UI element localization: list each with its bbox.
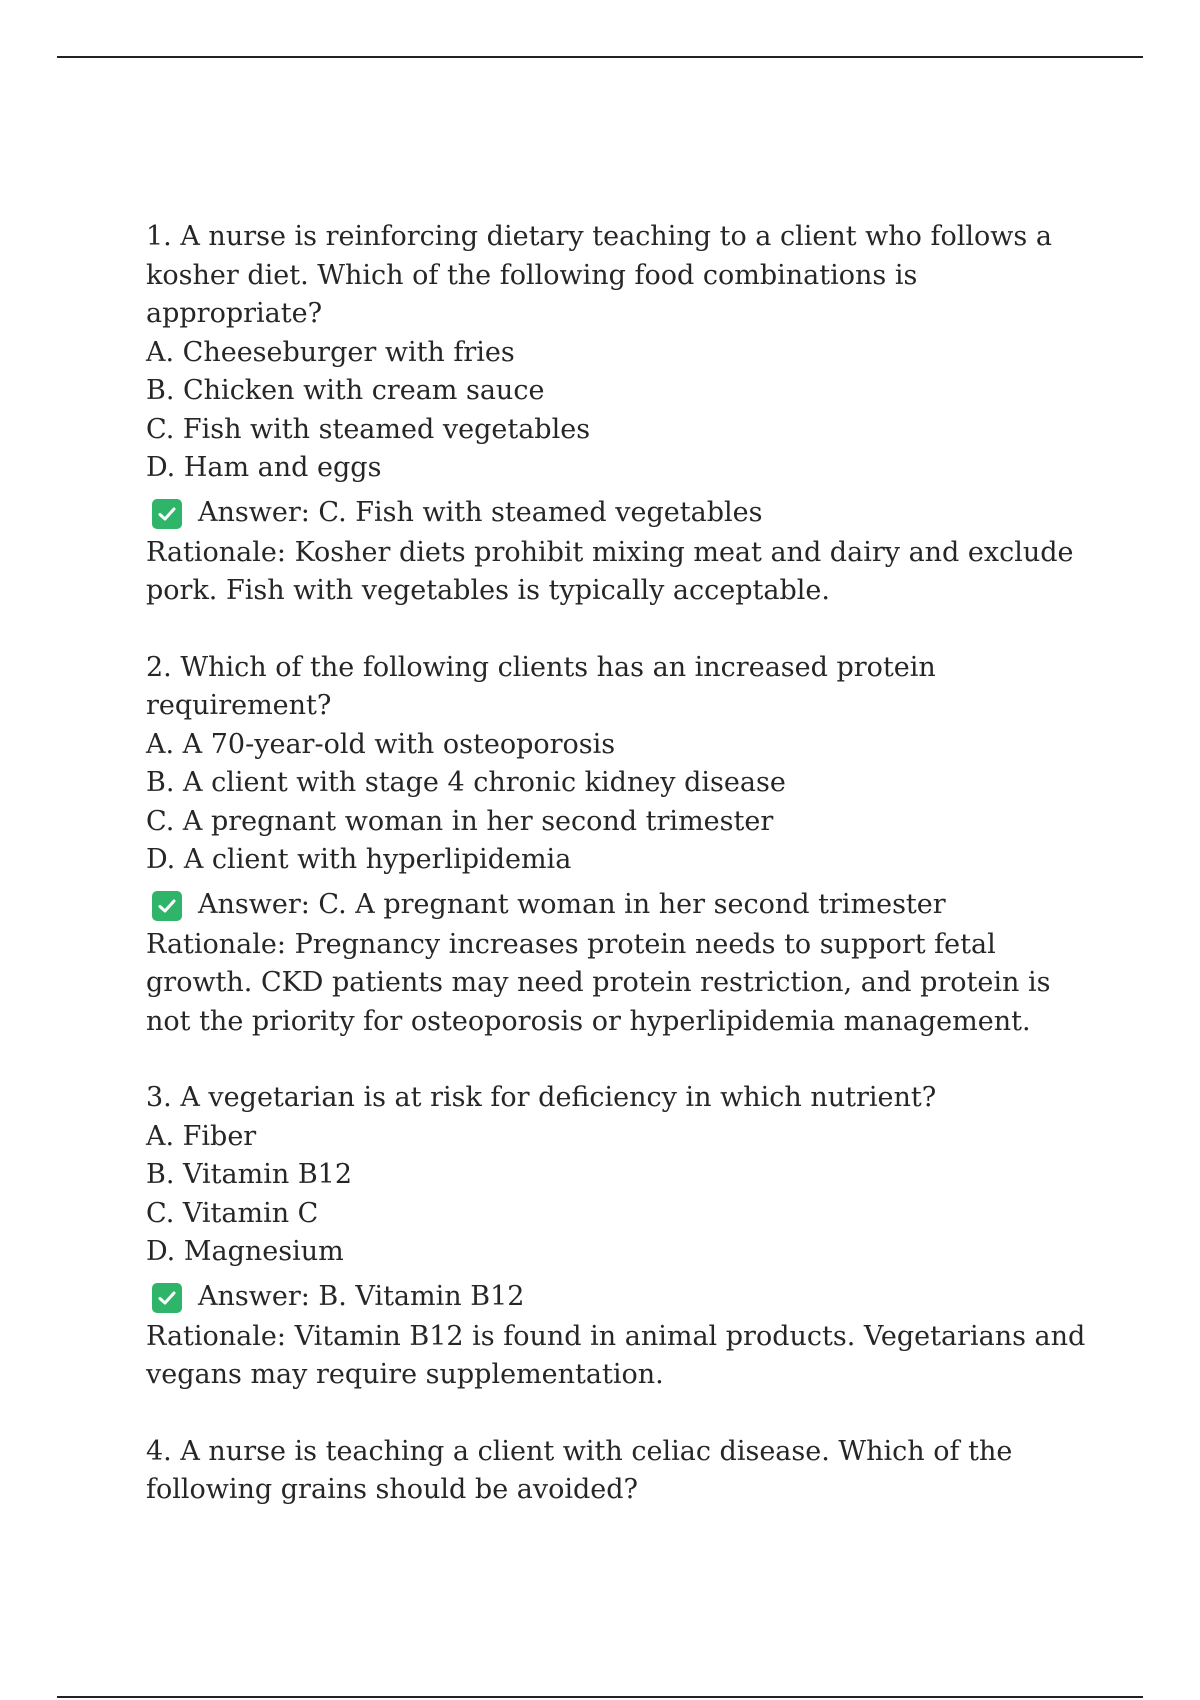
check-mark-icon: [152, 891, 182, 921]
question-1: [146, 218, 1086, 611]
question-text: 3. A vegetarian is at risk for deficiency in which nutrient?: [146, 1082, 937, 1113]
answer-text: Answer: B. Vitamin B12: [198, 1281, 525, 1313]
option-b: B. A client with stage 4 chronic kidney disease: [146, 767, 786, 798]
document-body: [146, 218, 1086, 1548]
answer-text: Answer: C. Fish with steamed vegetables: [198, 497, 763, 529]
bottom-rule: [57, 1696, 1143, 1698]
rationale-text: Rationale: Kosher diets prohibit mixing meat and dairy and exclude pork. Fish with vegetables is typically acceptable.: [146, 536, 1074, 606]
option-d: D. A client with hyperlipidemia: [146, 844, 572, 875]
option-c: C. Fish with steamed vegetables: [146, 413, 591, 445]
check-mark-icon: [152, 1283, 182, 1313]
rationale-text: Rationale: Pregnancy increases protein needs to support fetal growth. CKD patients may need protein restriction, and protein is not the priority for osteoporosis or hyperlipidemia management.: [146, 928, 1051, 1037]
option-b: B. Vitamin B12: [146, 1159, 353, 1190]
question-2: [146, 649, 1086, 1042]
answer-line: [146, 494, 1086, 534]
question-text: 1. A nurse is reinforcing dietary teaching to a client who follows a kosher diet. Which of the following food combinations is appropriate?: [146, 221, 1052, 329]
option-d: D. Ham and eggs: [146, 452, 382, 483]
question-3: [146, 1079, 1086, 1395]
option-a: A. Fiber: [146, 1120, 257, 1152]
top-rule: [57, 56, 1143, 58]
option-a: A. A 70-year-old with osteoporosis: [146, 728, 616, 760]
option-c: C. Vitamin C: [146, 1197, 319, 1229]
question-text: 4. A nurse is teaching a client with celiac disease. Which of the following grains should be avoided?: [146, 1435, 1013, 1505]
option-d: D. Magnesium: [146, 1236, 344, 1267]
option-a: A. Cheeseburger with fries: [146, 336, 515, 368]
question-text: 2. Which of the following clients has an increased protein requirement?: [146, 651, 936, 721]
answer-text: Answer: C. A pregnant woman in her second trimester: [198, 889, 946, 921]
check-mark-icon: [152, 499, 182, 529]
question-4: [146, 1433, 1086, 1510]
answer-line: [146, 1278, 1086, 1318]
rationale-text: Rationale: Vitamin B12 is found in animal products. Vegetarians and vegans may require supplementation.: [146, 1320, 1086, 1390]
option-c: C. A pregnant woman in her second trimester: [146, 805, 774, 837]
option-b: B. Chicken with cream sauce: [146, 375, 545, 406]
answer-line: [146, 886, 1086, 926]
